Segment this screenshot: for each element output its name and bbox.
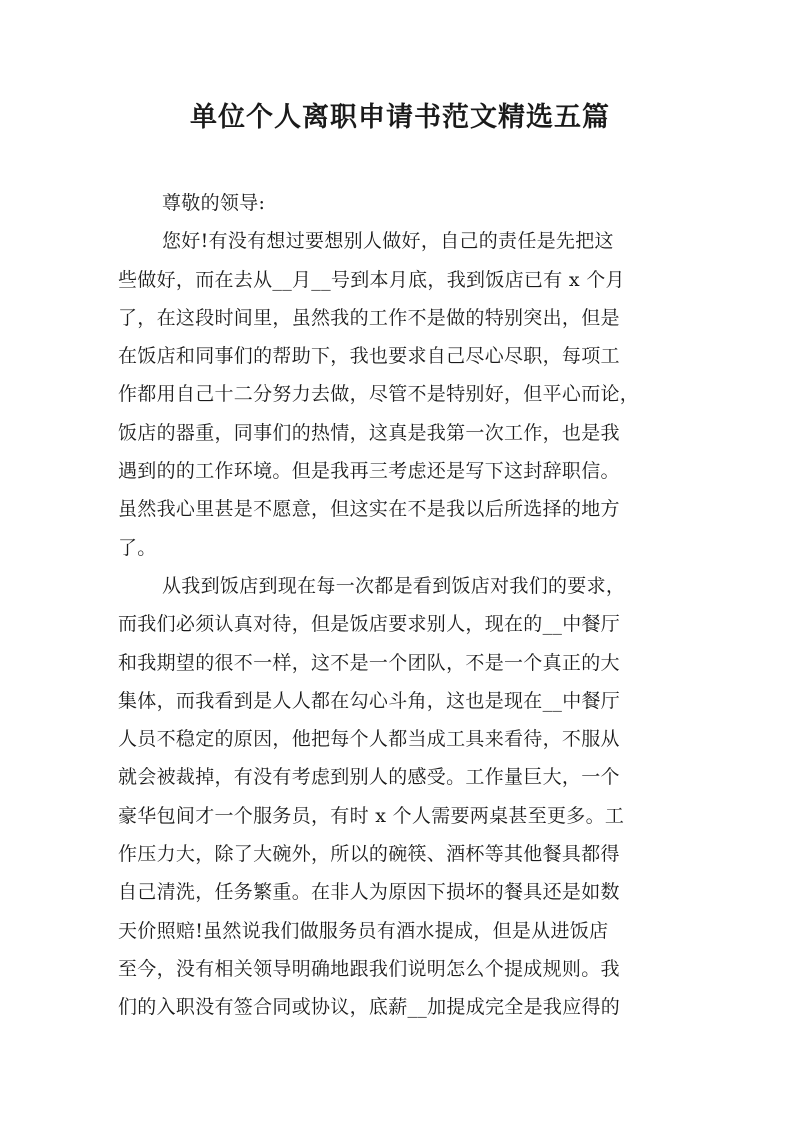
document-body <box>118 184 693 1027</box>
paragraph-1-line: 了，在这段时间里，虽然我的工作不是做的特别突出，但是 <box>118 306 620 329</box>
paragraph-2-line: 而我们必须认真对待，但是饭店要求别人，现在的__中餐厅 <box>118 613 621 636</box>
paragraph-2-line: 至今，没有相关领导明确地跟我们说明怎么个提成规则。我 <box>118 957 620 980</box>
paragraph-2-line: 集体，而我看到是人人都在勾心斗角，这也是现在__中餐厅 <box>118 689 621 712</box>
paragraph-1-line: 您好!有没有想过要想别人做好，自己的责任是先把这 <box>162 230 614 253</box>
paragraph-1-line: 些做好，而在去从__月__号到本月底，我到饭店已有 x 个月 <box>118 268 625 291</box>
salutation: 尊敬的领导: <box>162 192 266 214</box>
paragraph-1-line: 在饭店和同事们的帮助下，我也要求自己尽心尽职，每项工 <box>118 345 620 368</box>
paragraph-2-line: 从我到饭店到现在每一次都是看到饭店对我们的要求， <box>162 574 626 597</box>
paragraph-2-line: 就会被裁掉，有没有考虑到别人的感受。工作量巨大，一个 <box>118 766 620 789</box>
paragraph-1-line: 遇到的的工作环境。但是我再三考虑还是写下这封辞职信。 <box>118 460 620 483</box>
paragraph-1-line: 饭店的器重，同事们的热情，这真是我第一次工作，也是我 <box>118 421 620 444</box>
paragraph-2-line: 豪华包间才一个服务员，有时 x 个人需要两桌甚至更多。工 <box>118 804 625 827</box>
paragraph-2-line: 自己清洗，任务繁重。在非人为原因下损坏的餐具还是如数 <box>118 881 620 904</box>
paragraph-1-line: 虽然我心里甚是不愿意，但这实在不是我以后所选择的地方 <box>118 498 620 521</box>
paragraph-2-line: 作压力大，除了大碗外，所以的碗筷、酒杯等其他餐具都得 <box>118 843 620 866</box>
paragraph-2-line: 人员不稳定的原因，他把每个人都当成工具来看待，不服从 <box>118 728 620 751</box>
paragraph-1-line: 作都用自己十二分努力去做，尽管不是特别好，但平心而论， <box>118 383 640 406</box>
document-title: 单位个人离职申请书范文精选五篇 <box>190 102 610 133</box>
paragraph-2-line: 天价照赔!虽然说我们做服务员有酒水提成，但是从进饭店 <box>118 919 609 942</box>
paragraph-2-line: 和我期望的很不一样，这不是一个团队，不是一个真正的大 <box>118 651 620 674</box>
paragraph-1-line: 了。 <box>118 536 157 559</box>
paragraph-2-line: 们的入职没有签合同或协议，底薪__加提成完全是我应得的 <box>118 996 621 1019</box>
